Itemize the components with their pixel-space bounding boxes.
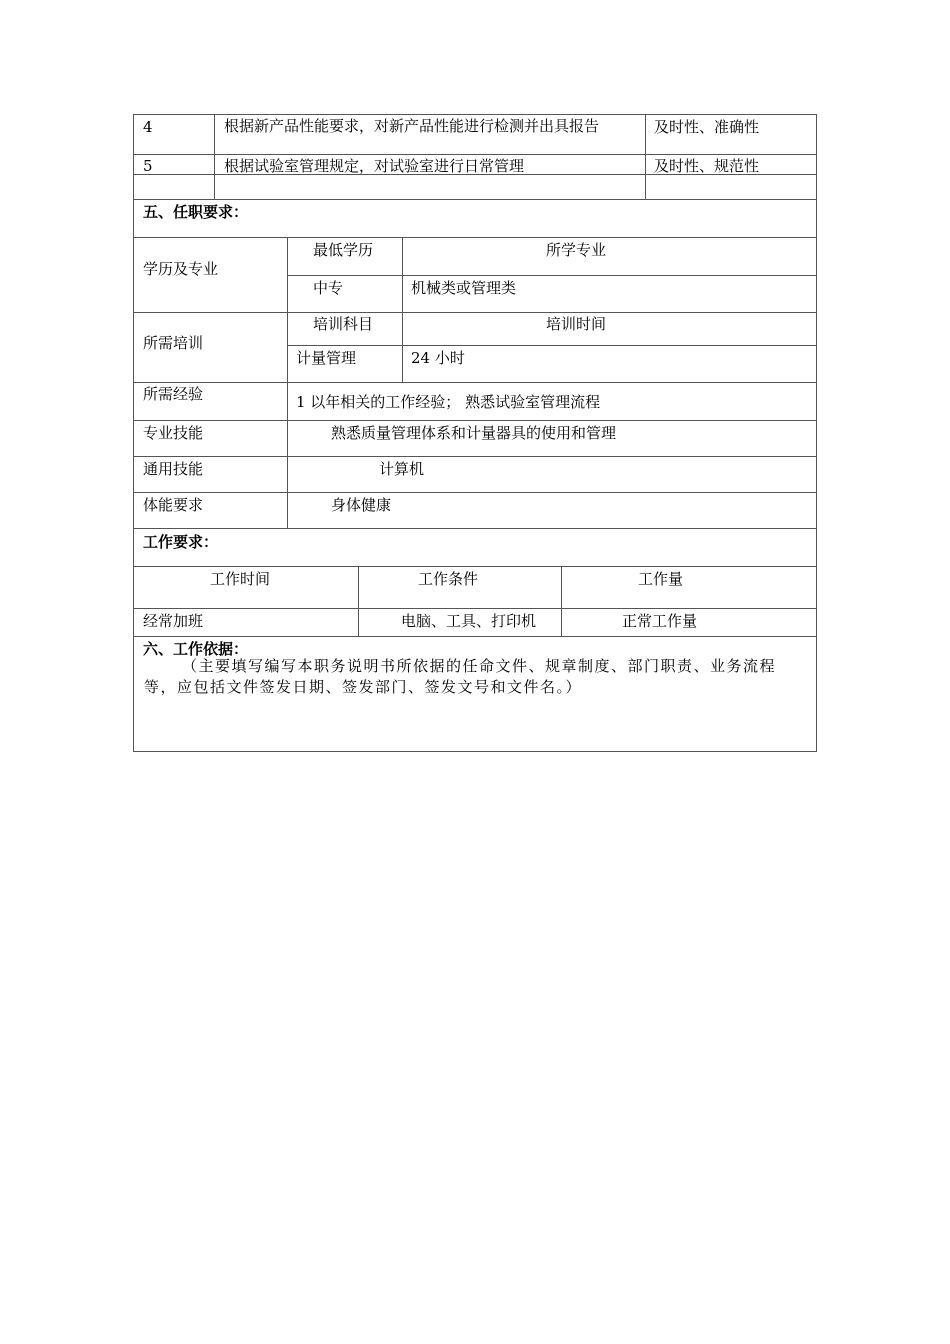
column-divider bbox=[287, 237, 288, 528]
row-divider bbox=[134, 199, 816, 200]
training-subject-header: 培训科目 bbox=[313, 315, 374, 333]
physical-value: 身体健康 bbox=[331, 496, 392, 514]
row-divider bbox=[134, 420, 816, 421]
duty-number: 4 bbox=[143, 118, 153, 136]
duty-standard: 及时性、准确性 bbox=[654, 118, 760, 136]
duty-number: 5 bbox=[143, 157, 153, 175]
education-label: 学历及专业 bbox=[143, 260, 219, 278]
section-title: 六、工作依据： bbox=[143, 640, 249, 658]
experience-label: 所需经验 bbox=[143, 385, 204, 403]
basis-note: （主要填写编写本职务说明书所依据的任命文件、规章制度、部门职责、业务流程等，应包括文件签发日期、签发部门、签发文号和文件名。） bbox=[144, 657, 777, 696]
row-divider bbox=[287, 275, 816, 276]
general-skills-label: 通用技能 bbox=[143, 460, 204, 478]
work-condition-value: 电脑、工具、打印机 bbox=[401, 612, 537, 630]
column-divider bbox=[645, 115, 646, 199]
column-divider bbox=[358, 566, 359, 636]
row-divider bbox=[134, 456, 816, 457]
column-divider bbox=[561, 566, 562, 636]
duty-standard: 及时性、规范性 bbox=[654, 157, 760, 175]
workload-header: 工作量 bbox=[638, 570, 684, 588]
work-requirements-title: 工作要求： bbox=[143, 533, 219, 551]
column-divider bbox=[214, 115, 215, 199]
work-time-header: 工作时间 bbox=[210, 570, 271, 588]
work-condition-header: 工作条件 bbox=[418, 570, 479, 588]
column-divider bbox=[402, 237, 403, 382]
row-divider bbox=[287, 345, 816, 346]
row-divider bbox=[134, 636, 816, 637]
row-divider bbox=[134, 492, 816, 493]
professional-skills-label: 专业技能 bbox=[143, 424, 204, 442]
workload-value: 正常工作量 bbox=[622, 612, 698, 630]
row-divider bbox=[134, 566, 816, 567]
major-value: 机械类或管理类 bbox=[411, 279, 517, 297]
general-skills-value: 计算机 bbox=[379, 460, 425, 478]
row-divider bbox=[134, 528, 816, 529]
physical-label: 体能要求 bbox=[143, 496, 204, 514]
section-title: 五、任职要求： bbox=[143, 203, 249, 221]
row-divider bbox=[134, 608, 816, 609]
min-education-header: 最低学历 bbox=[313, 241, 374, 259]
duty-content: 根据新产品性能要求，对新产品性能进行检测并出具报告 bbox=[224, 117, 600, 135]
training-subject-value: 计量管理 bbox=[296, 349, 357, 367]
row-divider bbox=[134, 154, 816, 155]
row-divider bbox=[134, 237, 816, 238]
duty-content: 根据试验室管理规定，对试验室进行日常管理 bbox=[224, 157, 525, 175]
major-header: 所学专业 bbox=[546, 241, 607, 259]
experience-value: 1 以年相关的工作经验； 熟悉试验室管理流程 bbox=[296, 393, 601, 411]
professional-skills-value: 熟悉质量管理体系和计量器具的使用和管理 bbox=[331, 424, 617, 442]
training-time-header: 培训时间 bbox=[546, 315, 607, 333]
row-divider bbox=[134, 312, 816, 313]
job-description-table bbox=[133, 114, 817, 752]
training-time-value: 24 小时 bbox=[411, 349, 465, 367]
training-label: 所需培训 bbox=[143, 334, 204, 352]
row-divider bbox=[134, 382, 816, 383]
work-time-value: 经常加班 bbox=[143, 612, 204, 630]
min-education-value: 中专 bbox=[313, 279, 344, 297]
